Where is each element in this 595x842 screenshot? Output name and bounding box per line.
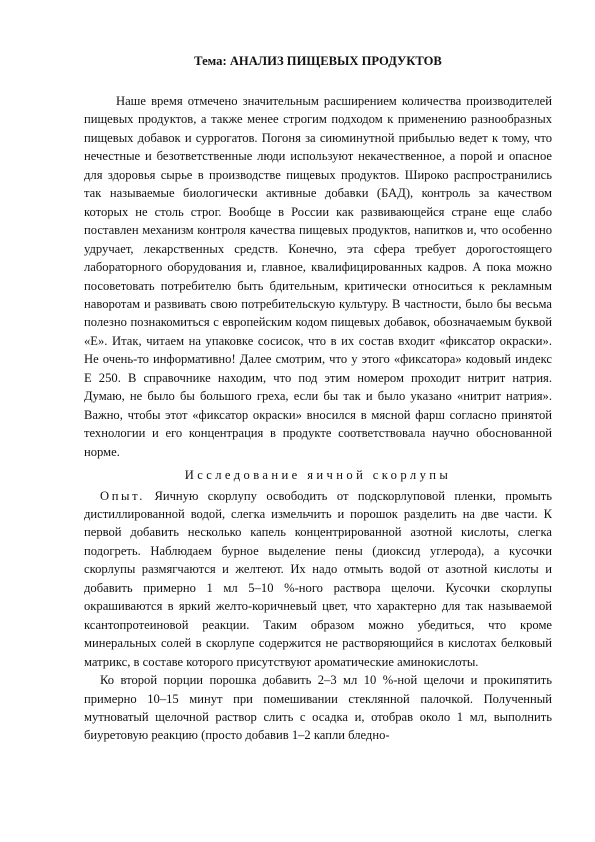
intro-paragraph: Наше время отмечено значительным расширением количества производителей пищевых продуктов, а также менее строгим подходом к применению разнообразных пищевых добавок и суррогатов. Погоня за сиюминутной прибылью ведет к тому, что нечестные и безответственные люди используют некачественное, а порой и опасное для здоровья сырье в производстве пищевых продуктов. Широко распространились так называемые биологически активные добавки (БАД), контроль за качеством которых не столь строг. Вообще в России как развивающейся стране еще слабо поставлен механизм контроля качества пищевых продуктов, напитков и, что особенно удручает, лекарственных средств. Конечно, эта сфера требует дорогостоящего лабораторного оборудования и, главное, квалифицированных кадров. А пока можно посоветовать потребителю быть бдительным, критически относиться к рекламным наворотам и развивать свою потребительскую культуру. В частности, было бы весьма полезно познакомиться с европейским кодом пищевых добавок, обозначаемым буквой «Е». Итак, читаем на упаковке сосисок, что в их состав входит «фиксатор окраски». Не очень-то информативно! Далее смотрим, что у этого «фиксатора» кодовый индекс Е 250. В справочнике находим, что под этим номером проходит нитрит натрия. Думаю, не было бы большого греха, если бы так и было указано «нитрит натрия». Важно, чтобы этот «фиксатор окраски» вносился в мясной фарш согласно принятой технологии и его концентрация в продукте соответствовала научно обоснованной норме. — [84, 94, 552, 459]
experiment-paragraph — [84, 487, 552, 672]
document-title: Тема: АНАЛИЗ ПИЩЕВЫХ ПРОДУКТОВ — [194, 54, 442, 68]
second-paragraph: Ко второй порции порошка добавить 2–3 мл 10 %-ной щелочи и прокипятить примерно 10–15 минут при помешивании стеклянной палочкой. Полученный мутноватый щелочной раствор слить с осадка и, отобрав около 1 мл, выполнить биуретовую реакцию (просто добавив 1–2 капли бледно- — [84, 673, 552, 743]
document-page — [84, 52, 552, 745]
experiment-text: Яичную скорлупу освободить от подскорлуповой пленки, промыть дистиллированной водой, слегка измельчить и порошок разделить на две части. К первой добавить несколько капель концентрированной азотной кислоты, слегка подогреть. Наблюдаем бурное выделение пены (диоксид углерода), а кусочки скорлупы размягчаются и желтеют. Их надо отмыть водой от азотной кислоты и добавить примерно 1 мл 5–10 %-ного раствора щелочи. Кусочки скорлупы окрашиваются в яркий желто-коричневый цвет, что характерно для так называемой ксантопротеиновой реакции. Таким образом можно убедиться, что кроме минеральных солей в скорлупе содержится не растворяющийся в кислотах белковый матрикс, в составе которого присутствуют ароматические аминокислоты. — [84, 488, 552, 669]
section-heading: Исследование яичной скорлупы — [184, 468, 452, 483]
experiment-label: Опыт. — [100, 488, 146, 503]
